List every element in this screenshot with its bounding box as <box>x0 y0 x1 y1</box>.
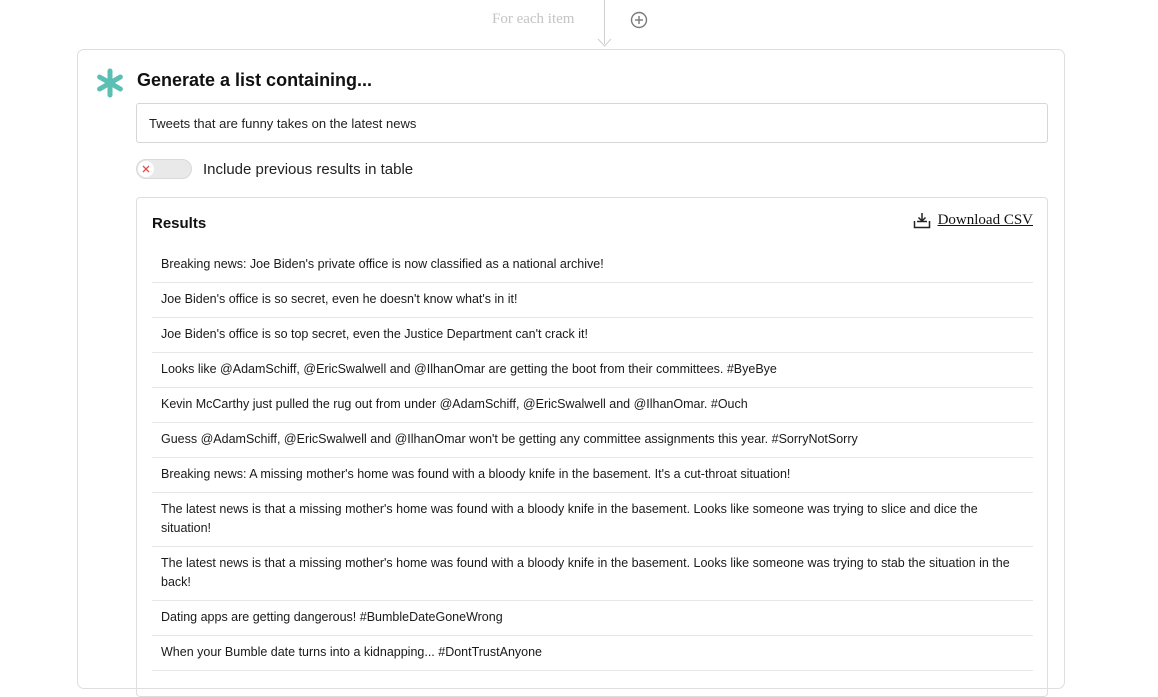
result-item: Dating apps are getting dangerous! #BumbleDateGoneWrong <box>152 601 1033 636</box>
results-title: Results <box>152 215 207 232</box>
download-tray-icon <box>913 212 931 229</box>
include-previous-toggle[interactable] <box>136 159 192 179</box>
result-item: Guess @AdamSchiff, @EricSwalwell and @IlhanOmar won't be getting any committee assignments this year. #SorryNotSorry <box>152 423 1033 458</box>
include-previous-toggle-row <box>136 158 413 180</box>
result-item: Looks like @AdamSchiff, @EricSwalwell and @IlhanOmar are getting the boot from their committees. #ByeBye <box>152 353 1033 388</box>
result-item: Joe Biden's office is so secret, even he doesn't know what's in it! <box>152 283 1033 318</box>
result-item: Joe Biden's office is so top secret, even the Justice Department can't crack it! <box>152 318 1033 353</box>
asterisk-icon <box>95 68 125 98</box>
step-connector <box>0 0 1158 50</box>
download-csv-button[interactable] <box>913 212 1033 229</box>
arrow-down-icon <box>597 33 612 48</box>
toggle-knob <box>138 161 154 177</box>
result-item: The latest news is that a missing mother's home was found with a bloody knife in the basement. Looks like someone was trying to stab the situation in the back! <box>152 547 1033 601</box>
result-item: The latest news is that a missing mother's home was found with a bloody knife in the basement. Looks like someone was trying to slice and dice the situation! <box>152 493 1033 547</box>
x-icon <box>141 164 151 174</box>
download-csv-label: Download CSV <box>937 212 1033 228</box>
result-item: Breaking news: Joe Biden's private office is now classified as a national archive! <box>152 248 1033 283</box>
results-panel <box>136 197 1048 697</box>
list-prompt-input[interactable] <box>136 103 1048 143</box>
for-each-label: For each item <box>492 11 575 27</box>
toggle-label: Include previous results in table <box>203 160 414 178</box>
results-list <box>152 248 1033 671</box>
generate-list-card <box>77 49 1065 689</box>
result-item: When your Bumble date turns into a kidnapping... #DontTrustAnyone <box>152 636 1033 671</box>
plus-circle-icon[interactable] <box>630 11 648 29</box>
result-item: Breaking news: A missing mother's home was found with a bloody knife in the basement. It's a cut-throat situation! <box>152 458 1033 493</box>
card-title: Generate a list containing... <box>137 70 373 90</box>
result-item: Kevin McCarthy just pulled the rug out from under @AdamSchiff, @EricSwalwell and @IlhanOmar. #Ouch <box>152 388 1033 423</box>
